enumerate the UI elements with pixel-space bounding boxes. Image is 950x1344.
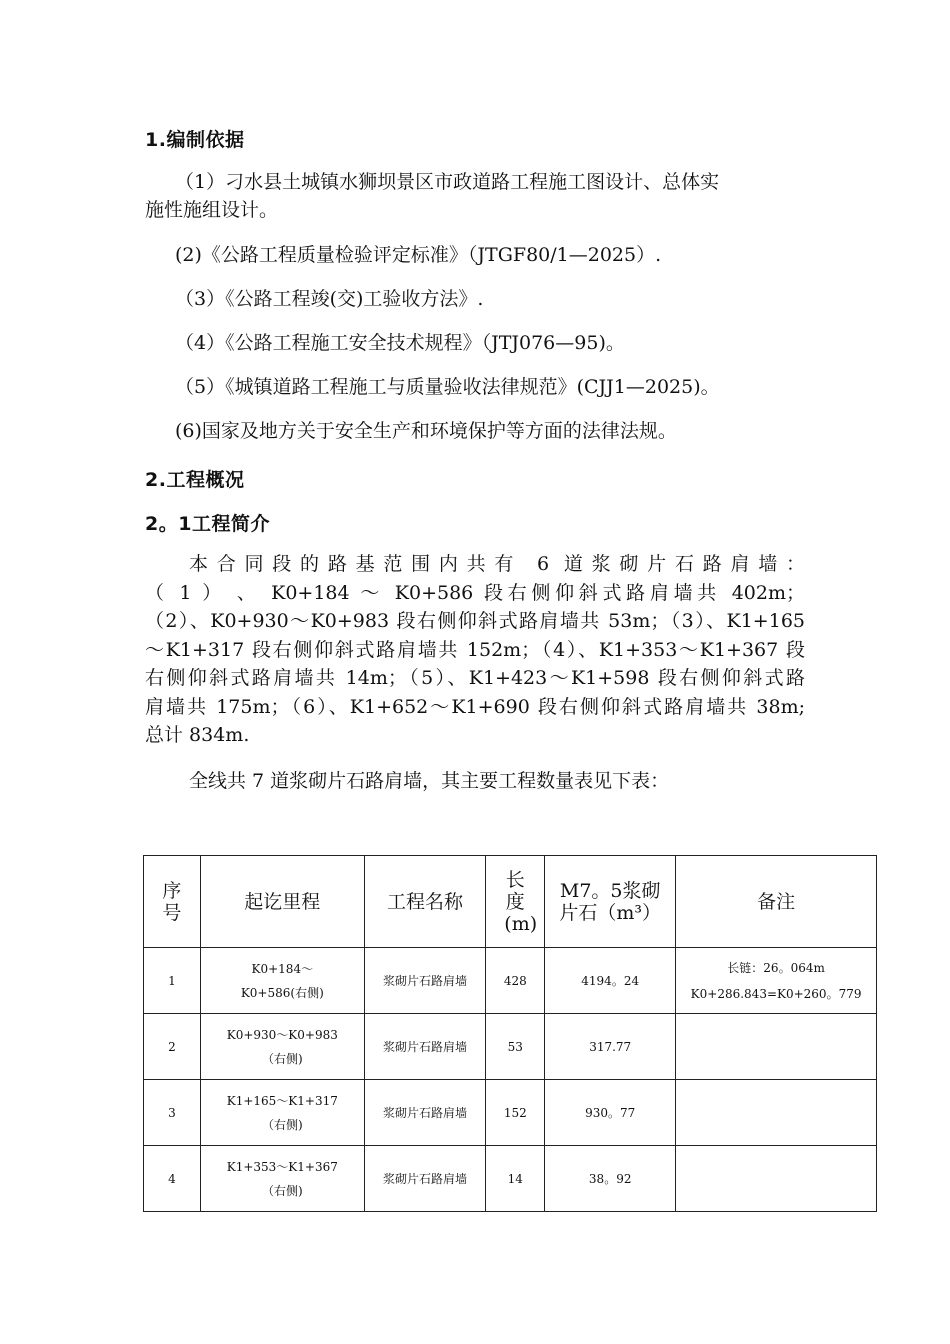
cell-no: 3 — [144, 1080, 201, 1146]
cell-range: K1+353～K1+367（右侧) — [200, 1146, 364, 1212]
table-header-row — [144, 856, 877, 948]
header-note: 备注 — [676, 856, 877, 948]
intro-line: （2）、K0+930～K0+983 段右侧仰斜式路肩墙共 53m；（3）、K1+165 — [145, 610, 805, 632]
cell-length: 53 — [486, 1014, 545, 1080]
intro-line: （ 1 ） 、 K0+184 ～ K0+586 段右侧仰斜式路肩墙共 402m； — [145, 581, 805, 604]
basis-item-3: （3）《公路工程竣(交)工验收方法》. — [175, 288, 484, 310]
intro-line: 本合同段的路基范围内共有 6 道浆砌片石路肩墙： — [189, 553, 805, 575]
basis-item-5: （5）《城镇道路工程施工与质量验收法律规范》(CJJ1—2025)。 — [175, 376, 720, 398]
cell-note — [676, 1014, 877, 1080]
basis-item-4: （4）《公路工程施工安全技术规程》（JTJ076—95)。 — [175, 332, 625, 354]
cell-length: 428 — [486, 948, 545, 1014]
cell-range: K0+184～K0+586(右侧) — [200, 948, 364, 1014]
project-intro-paragraph — [145, 550, 805, 750]
header-volume: M7。5浆砌片石（m³） — [545, 856, 676, 948]
cell-name: 浆砌片石路肩墙 — [364, 1014, 486, 1080]
cell-note — [676, 948, 877, 1014]
note-line-2: K0+286.843=K0+260。779 — [690, 986, 862, 1001]
table-row — [144, 1146, 877, 1212]
cell-note — [676, 1146, 877, 1212]
section1-heading: 1.编制依据 — [145, 129, 245, 151]
header-name: 工程名称 — [364, 856, 486, 948]
basis-item-2: (2)《公路工程质量检验评定标准》（JTGF80/1—2025）. — [175, 244, 662, 266]
cell-range: K1+165～K1+317（右侧) — [200, 1080, 364, 1146]
cell-length: 152 — [486, 1080, 545, 1146]
section2-heading: 2.工程概况 — [145, 469, 245, 491]
cell-no: 2 — [144, 1014, 201, 1080]
basis-item-6: (6)国家及地方关于安全生产和环境保护等方面的法律法规。 — [175, 420, 677, 442]
quantity-table — [143, 855, 877, 1212]
table-row — [144, 948, 877, 1014]
cell-name: 浆砌片石路肩墙 — [364, 1146, 486, 1212]
intro-line: ～K1+317 段右侧仰斜式路肩墙共 152m；（4）、K1+353～K1+367 段 — [145, 638, 805, 661]
cell-no: 1 — [144, 948, 201, 1014]
table-intro-paragraph: 全线共 7 道浆砌片石路肩墙，其主要工程数量表见下表： — [189, 770, 670, 792]
header-no: 序号 — [144, 856, 201, 948]
cell-volume: 317.77 — [545, 1014, 676, 1080]
table-row — [144, 1014, 877, 1080]
table-row — [144, 1080, 877, 1146]
cell-volume: 4194。24 — [545, 948, 676, 1014]
intro-line: 总计 834m. — [145, 724, 250, 746]
cell-length: 14 — [486, 1146, 545, 1212]
intro-line: 右侧仰斜式路肩墙共 14m；（5）、K1+423～K1+598 段右侧仰斜式路 — [145, 667, 805, 689]
intro-line: 肩墙共 175m；（6）、K1+652～K1+690 段右侧仰斜式路肩墙共 38m; — [145, 695, 805, 718]
cell-volume: 38。92 — [545, 1146, 676, 1212]
section2-1-subheading: 2。1工程简介 — [145, 513, 270, 535]
cell-range: K0+930～K0+983（右侧) — [200, 1014, 364, 1080]
note-line-1: 长链：26。064m — [727, 960, 825, 975]
basis-item-1-line2: 施性施组设计。 — [145, 199, 279, 221]
header-length: 长度(m) — [486, 856, 545, 948]
cell-name: 浆砌片石路肩墙 — [364, 1080, 486, 1146]
basis-item-1-line1: （1）刁水县土城镇水狮坝景区市政道路工程施工图设计、总体实 — [175, 171, 720, 193]
cell-volume: 930。77 — [545, 1080, 676, 1146]
header-range: 起讫里程 — [200, 856, 364, 948]
cell-note — [676, 1080, 877, 1146]
cell-no: 4 — [144, 1146, 201, 1212]
cell-name: 浆砌片石路肩墙 — [364, 948, 486, 1014]
